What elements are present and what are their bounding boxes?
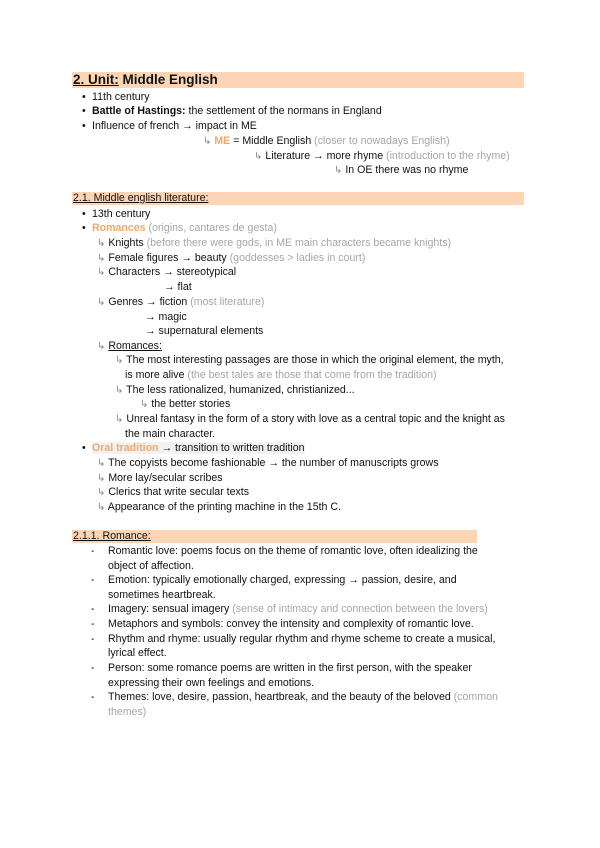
- list-item: • Romances (origins, cantares de gesta): [82, 222, 277, 234]
- romance-item: Themes: love, desire, passion, heartbreak, and the beauty of the beloved (common: [108, 691, 498, 703]
- sub-sub-item: ↳ Unreal fantasy in the form of a story with love as a central topic and the knight as: [115, 413, 505, 425]
- unit-heading: 2. Unit: Middle English: [73, 72, 218, 87]
- romance-item: lyrical effect.: [108, 647, 167, 659]
- sub-item: ↳ Genres → fiction (most literature): [97, 296, 265, 308]
- list-item: • Oral tradition → transition to written tradition: [82, 442, 305, 454]
- arrow-icon: ↳: [97, 253, 106, 264]
- sub-item: ↳ Characters → stereotypical: [97, 266, 237, 278]
- dash-marker: -: [91, 545, 95, 557]
- romance-item: Imagery: sensual imagery (sense of intimacy and connection between the lovers): [108, 603, 488, 615]
- list-item: • 11th century: [82, 91, 150, 103]
- romance-item: sometimes heartbreak.: [108, 589, 216, 601]
- arrow-icon: ↳: [97, 458, 106, 469]
- dash-marker: -: [91, 574, 95, 586]
- section-heading: 2.1. Middle english literature:: [73, 192, 209, 204]
- list-item: • Influence of french → impact in ME: [82, 120, 257, 132]
- sub-item: ↳ More lay/secular scribes: [97, 472, 223, 484]
- dash-marker: -: [91, 603, 95, 615]
- arrow-icon: ↳: [254, 151, 263, 162]
- dash-marker: -: [91, 633, 95, 645]
- romance-item: themes): [108, 706, 147, 718]
- sub-sub-item: the main character.: [125, 428, 216, 440]
- sub-sub-item: is more alive (the best tales are those that come from the tradition): [125, 369, 437, 381]
- sub-sub-item: ↳ the better stories: [140, 398, 231, 410]
- sub-item: → magic: [145, 311, 187, 323]
- arrow-icon: ↳: [115, 385, 124, 396]
- sub-item: ↳ The copyists become fashionable → the number of manuscripts grows: [97, 457, 439, 469]
- arrow-icon: ↳: [115, 414, 124, 425]
- section-heading: 2.1.1. Romance:: [73, 530, 151, 542]
- romance-item: Metaphors and symbols: convey the intensity and complexity of romantic love.: [108, 618, 474, 630]
- arrow-icon: ↳: [97, 297, 106, 308]
- arrow-icon: ↳: [97, 267, 106, 278]
- romance-item: expressing their own feelings and emotions.: [108, 677, 315, 689]
- dash-marker: -: [91, 662, 95, 674]
- romance-item: object of affection.: [108, 560, 194, 572]
- romance-item: Person: some romance poems are written in the first person, with the speaker: [108, 662, 472, 674]
- arrow-icon: ↳: [97, 487, 106, 498]
- sub-sub-item: ↳ The most interesting passages are those in which the original element, the myth,: [115, 354, 504, 366]
- sub-item: ↳ Knights (before there were gods, in ME main characters became knights): [97, 237, 452, 249]
- sub-item: ↳ Appearance of the printing machine in the 15th C.: [97, 501, 341, 513]
- romance-item: Emotion: typically emotionally charged, expressing → passion, desire, and: [108, 574, 457, 586]
- sub-item: ↳ Female figures → beauty (goddesses > ladies in court): [97, 252, 366, 264]
- sub-item: ↳ Romances:: [97, 340, 162, 352]
- dash-marker: -: [91, 618, 95, 630]
- sub-item: → flat: [164, 281, 192, 293]
- arrow-icon: ↳: [203, 136, 212, 147]
- list-item: • 13th century: [82, 208, 151, 220]
- arrow-icon: ↳: [97, 341, 106, 352]
- sub-item: ↳ ME = Middle English (closer to nowadays English): [203, 135, 450, 147]
- dash-marker: -: [91, 691, 95, 703]
- sub-item: → supernatural elements: [145, 325, 264, 337]
- list-item: • Battle of Hastings: the settlement of the normans in England: [82, 105, 382, 117]
- arrow-icon: ↳: [97, 502, 106, 513]
- romance-item: Romantic love: poems focus on the theme of romantic love, often idealizing the: [108, 545, 478, 557]
- sub-item: ↳ In OE there was no rhyme: [334, 164, 469, 176]
- romance-item: Rhythm and rhyme: usually regular rhythm and rhyme scheme to create a musical,: [108, 633, 496, 645]
- arrow-icon: ↳: [334, 165, 343, 176]
- arrow-icon: ↳: [115, 355, 124, 366]
- sub-sub-item: ↳ The less rationalized, humanized, christianized...: [115, 384, 355, 396]
- arrow-icon: ↳: [97, 473, 106, 484]
- sub-item: ↳ Literature → more rhyme (introduction to the rhyme): [254, 150, 510, 162]
- arrow-icon: ↳: [140, 399, 149, 410]
- sub-item: ↳ Clerics that write secular texts: [97, 486, 250, 498]
- arrow-icon: ↳: [97, 238, 106, 249]
